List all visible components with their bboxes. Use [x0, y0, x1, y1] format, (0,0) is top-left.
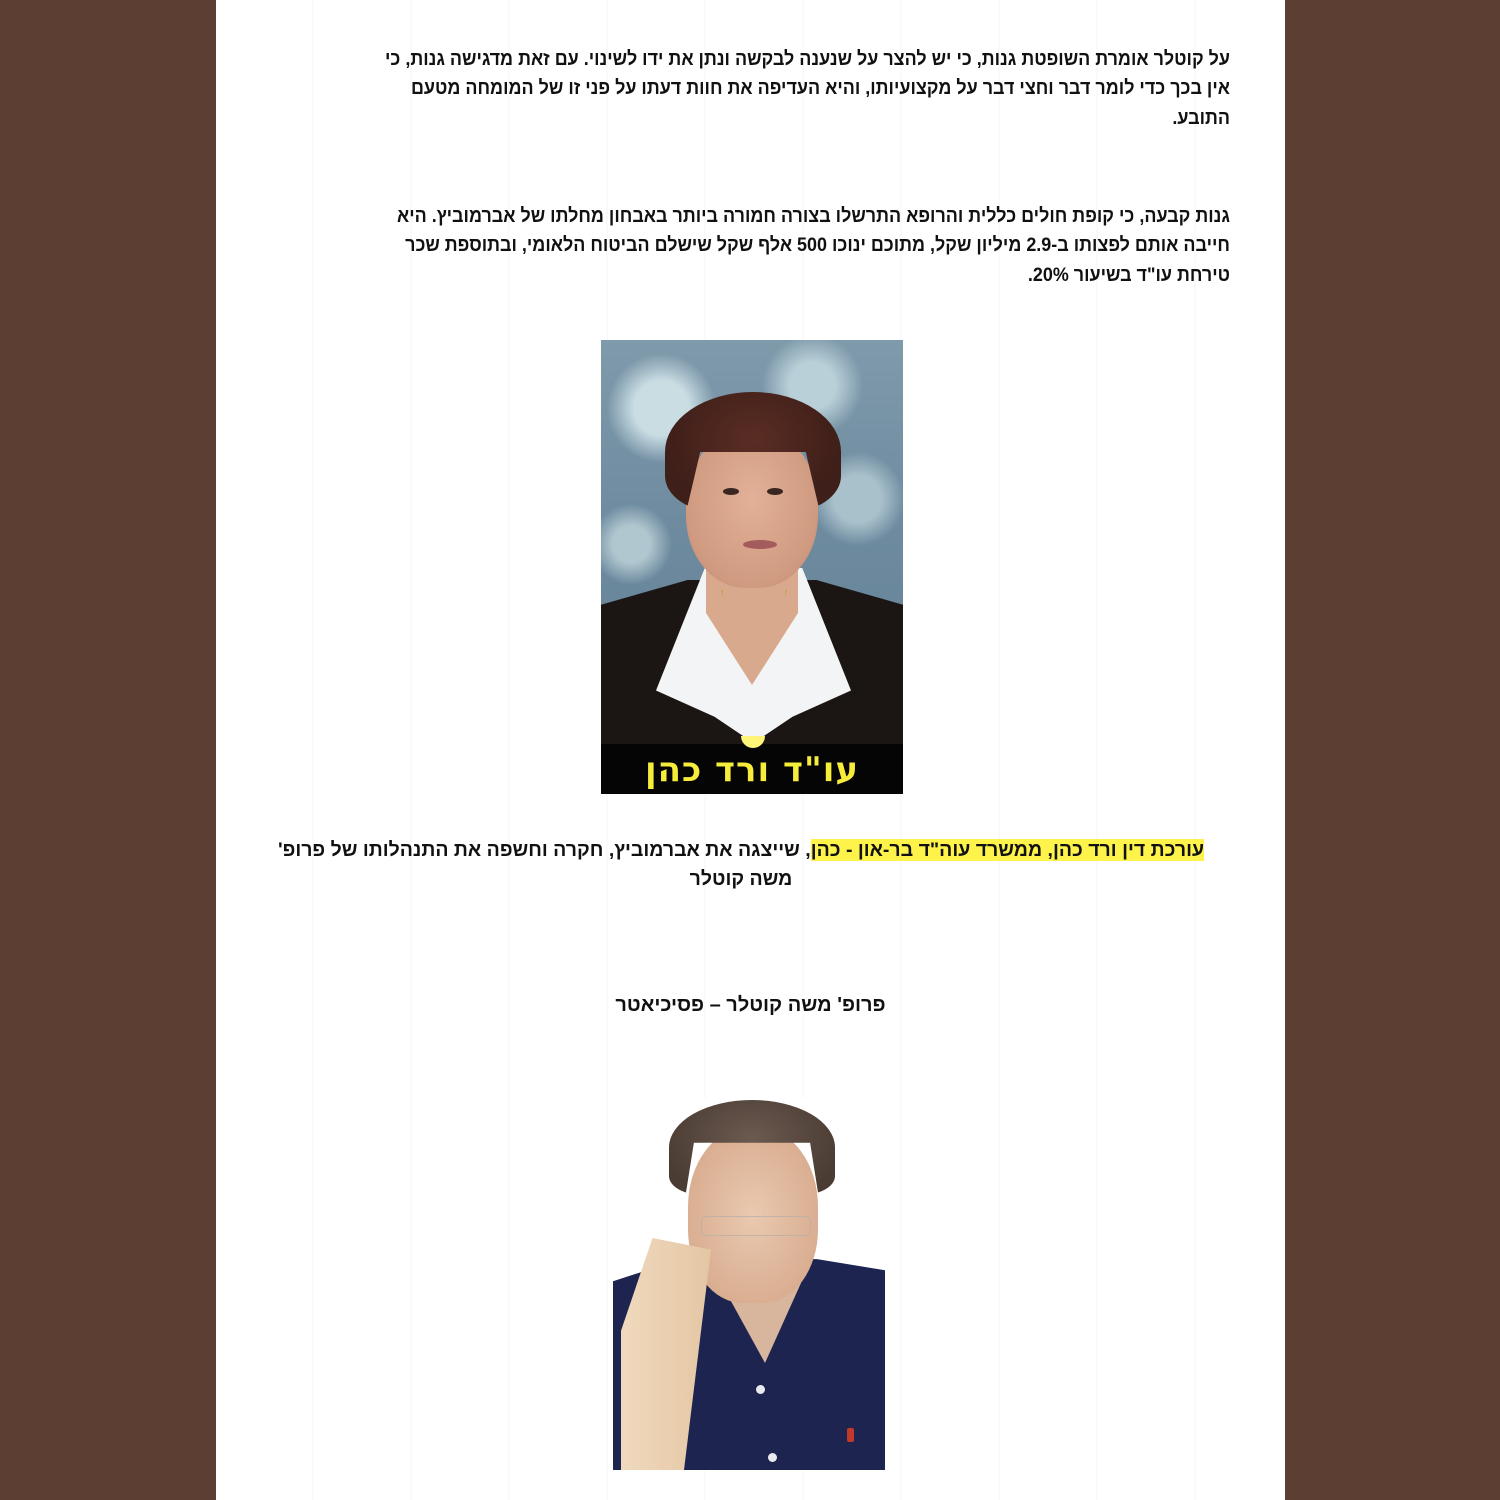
photo2-shirt-button: [756, 1385, 765, 1394]
caption-vered-cohen: [276, 836, 1206, 895]
heading-prof-kotler: פרופ' משה קוטלר – פסיכיאטר: [615, 994, 886, 1016]
photo-vered-cohen: [601, 340, 903, 794]
paragraph-ruling: גנות קבעה, כי קופת חולים כללית והרופא התרשלו בצורה חמורה ביותר באבחון מחלתו של אברמוביץ. היא חייבה אותם לפצותו ב-2.9 מיליון שקל, מתוכם ינוכו 500 אלף שקל שישלם הביטוח הלאומי, ובתוספת שכר טירחת עו"ד בשיעור 20%.: [397, 204, 1230, 286]
document-page: [216, 0, 1285, 1500]
photo1-eye-right: [767, 488, 783, 495]
photo1-eye-left: [723, 488, 739, 495]
photo1-banner-text: עו"ד ורד כהן: [644, 750, 860, 790]
caption-rest: , שייצגה את אברמוביץ, חקרה וחשפה את התנהלותו של פרופ' משה קוטלר: [277, 838, 811, 890]
photo2-polo-logo: [847, 1428, 854, 1442]
photo2-glasses: [701, 1216, 811, 1236]
photo1-banner: [601, 744, 903, 794]
photo1-shirt-tip: [741, 736, 765, 748]
caption-highlight: עורכת דין ורד כהן, ממשרד עוה"ד בר-און - כהן: [810, 838, 1205, 861]
photo-moshe-kotler: [613, 1098, 885, 1470]
photo2-shirt-button: [768, 1453, 777, 1462]
photo1-lips: [743, 540, 777, 549]
paragraph-judge-statement: על קוטלר אומרת השופטת גנות, כי יש להצר על שנענה לבקשה ונתן את ידו לשינוי. עם זאת מדגישה גנות, כי אין בכך כדי לומר דבר וחצי דבר על מקצועיותו, והיא העדיפה את חוות דעתו על פני זו של המומחה מטעם התובע.: [385, 47, 1230, 129]
